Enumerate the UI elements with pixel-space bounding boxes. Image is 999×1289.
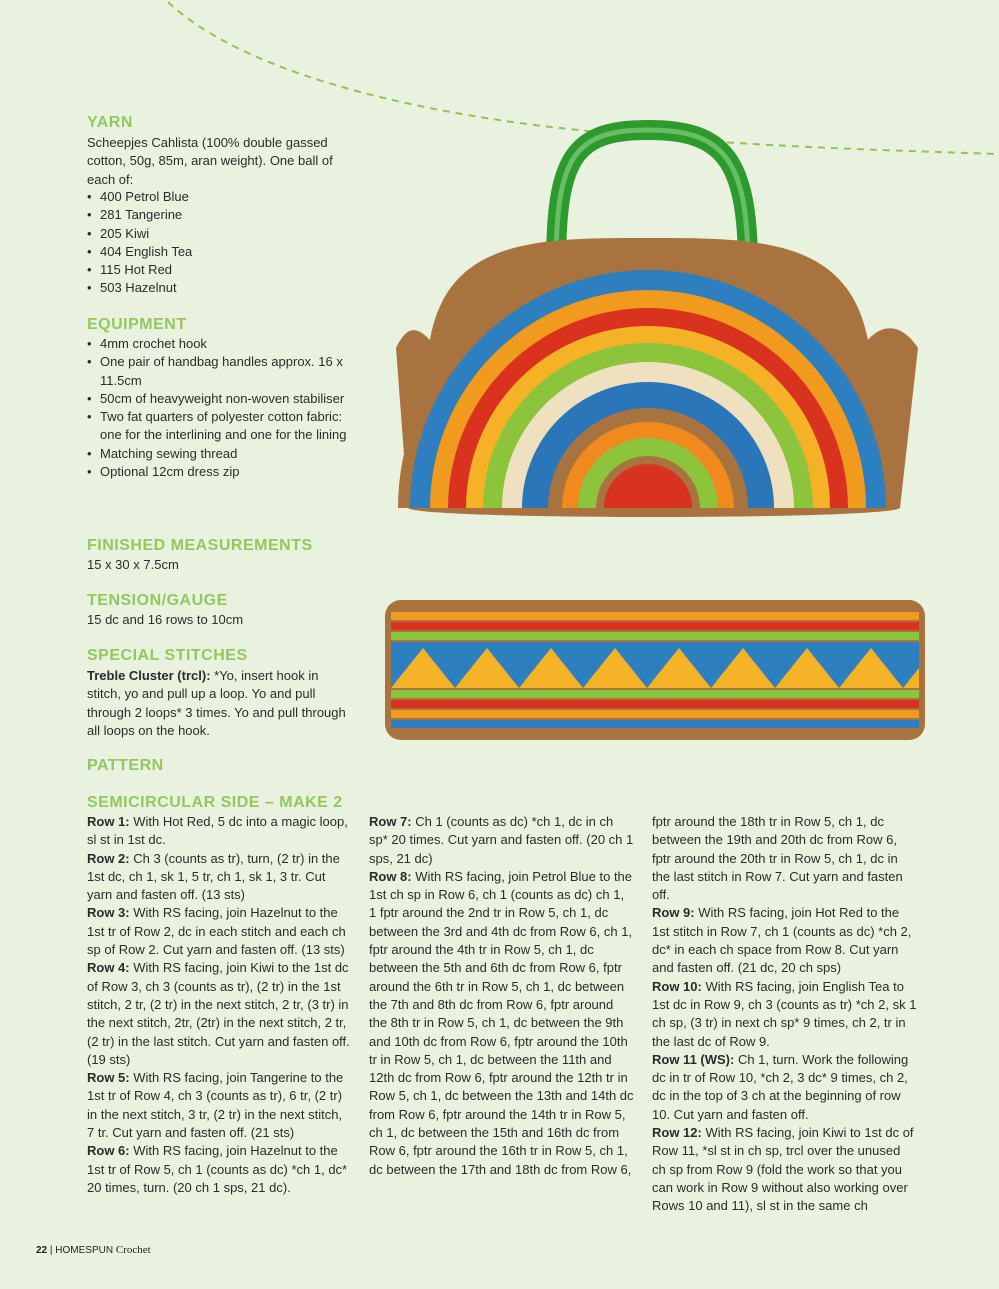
pattern-row: [87, 904, 352, 959]
list-item: • 404 English Tea: [87, 243, 349, 261]
pattern-subheading: SEMICIRCULAR SIDE – MAKE 2: [87, 794, 343, 811]
row-label: Row 1:: [87, 814, 130, 829]
row-label: Row 12:: [652, 1125, 702, 1141]
pattern-row: [87, 959, 352, 1069]
magazine-brand: HOMESPUN: [55, 1245, 114, 1256]
equipment-heading: EQUIPMENT: [87, 316, 187, 333]
pattern-row: [87, 1069, 352, 1142]
page-number: 22: [36, 1245, 48, 1256]
yarn-heading: YARN: [87, 114, 133, 131]
row-text: With RS facing, join Hot Red to the 1st stitch in Row 7, ch 1 (counts as dc) *ch 2, dc* in each ch space from Row 8. Cut yarn and fasten off. (21 dc, 20 ch sps): [652, 905, 912, 976]
pattern-row: [652, 978, 917, 1051]
tension-heading: TENSION/GAUGE: [87, 592, 228, 609]
page-footer: [36, 1244, 151, 1256]
pattern-row: [369, 868, 634, 1179]
pattern-row: [87, 1142, 352, 1197]
row-label: Row 6:: [87, 1143, 130, 1159]
list-item: • 503 Hazelnut: [87, 279, 349, 297]
row-label: Row 10:: [652, 978, 702, 994]
row-text: With RS facing, join Kiwi to 1st dc of Row 11, *sl st in ch sp, trcl over the unused ch sp from Row 9 (fold the work so that you can work in Row 9 without also working over Rows 10 and 11), sl st in the same ch: [652, 1125, 914, 1214]
row-text: With RS facing, join Hazelnut to the 1st tr of Row 2, dc in each stitch and each ch sp of Row 2. Cut yarn and fasten off. (13 sts): [87, 905, 346, 958]
pattern-row: [369, 813, 634, 868]
list-item: • Two fat quarters of polyester cotton fabric: one for the interlining and one for the lining: [87, 408, 349, 445]
crochet-bag-base-photo: [383, 598, 929, 744]
crochet-bag-photo: [378, 118, 930, 528]
row-label: Row 7:: [369, 814, 412, 829]
finished-heading: FINISHED MEASUREMENTS: [87, 537, 313, 554]
list-item: • One pair of handbag handles approx. 16 x 11.5cm: [87, 353, 349, 390]
row-label: Row 5:: [87, 1070, 130, 1086]
row-label: Row 4:: [87, 960, 130, 976]
pattern-column-2: [369, 813, 634, 1179]
pattern-row: [87, 813, 352, 850]
list-item: • 4mm crochet hook: [87, 335, 349, 353]
special-stitches-heading: SPECIAL STITCHES: [87, 647, 248, 664]
stitch-term: Treble Cluster (trcl):: [87, 668, 211, 683]
pattern-row: [87, 850, 352, 905]
list-item: • 205 Kiwi: [87, 225, 349, 243]
stitch-description: *Yo, insert hook in stitch, yo and pull up a loop. Yo and pull through 2 loops* 3 times. Yo and pull through all loops on the hook.: [87, 668, 346, 738]
row-label: Row 11 (WS):: [652, 1051, 735, 1067]
yarn-list: [87, 188, 349, 298]
yarn-text: Scheepjes Cahlista (100% double gassed cotton, 50g, 85m, aran weight). One ball of each of:: [87, 135, 333, 187]
row-text: Ch 1, turn. Work the following dc in tr of Row 10, *ch 2, 3 dc* 9 times, ch 2, dc in the top of 3 ch at the beginning of row 10. Cut yarn and fasten off.: [652, 1051, 909, 1122]
row-label: Row 2:: [87, 850, 130, 866]
list-item: • Matching sewing thread: [87, 445, 349, 463]
row-text: With RS facing, join Tangerine to the 1st tr of Row 4, ch 3 (counts as tr), 6 tr, (2 tr) in the next stitch, 3 tr, (2 tr) in the next stitch, 7 tr. Cut yarn and fasten off. (21 sts): [87, 1070, 344, 1141]
finished-text: 15 x 30 x 7.5cm: [87, 557, 179, 572]
tension-text: 15 dc and 16 rows to 10cm: [87, 612, 244, 627]
list-item: • 281 Tangerine: [87, 206, 349, 224]
row-text: Ch 3 (counts as tr), turn, (2 tr) in the 1st dc, ch 1, sk 1, 5 tr, ch 1, sk 1, 3 tr. Cut yarn and fasten off. (13 sts): [87, 850, 340, 903]
row-label: Row 8:: [369, 868, 412, 884]
row-text: Ch 1 (counts as dc) *ch 1, dc in ch sp* 20 times. Cut yarn and fasten off. (20 ch 1 sps, 21 dc): [369, 814, 634, 866]
equipment-list: [87, 335, 349, 481]
list-item: • 50cm of heavyweight non-woven stabiliser: [87, 390, 349, 408]
pattern-row: [652, 1124, 917, 1215]
pattern-row: [652, 813, 917, 904]
footer-separator: |: [49, 1245, 53, 1256]
row-text: fptr around the 18th tr in Row 5, ch 1, dc between the 19th and 20th dc from Row 6, fptr around the 20th tr in Row 5, ch 1, dc in the last stitch in Row 7. Cut yarn and fasten off.: [652, 814, 903, 903]
list-item: • 400 Petrol Blue: [87, 188, 349, 206]
pattern-column-1: [87, 813, 352, 1197]
pattern-column-3: [652, 813, 917, 1216]
pattern-row: [652, 1051, 917, 1124]
pattern-heading: PATTERN: [87, 757, 164, 774]
special-stitches-text: [87, 667, 349, 740]
pattern-row: [652, 904, 917, 977]
magazine-title: Crochet: [115, 1244, 151, 1256]
list-item: • Optional 12cm dress zip: [87, 463, 349, 481]
row-text: With RS facing, join English Tea to 1st dc in Row 9, ch 3 (counts as tr) *ch 2, sk 1 ch sp, (3 tr) in next ch sp* 9 times, ch 2, tr in the last dc of Row 9.: [652, 978, 917, 1049]
row-text: With RS facing, join Kiwi to the 1st dc of Row 3, ch 3 (counts as tr), (2 tr) in the 1st stitch, 2 tr, (2 tr) in the next stitch, 2 tr, (3 tr) in the next stitch, 2tr, (2tr) in the next stitch, 2 tr, (2 tr) in the last stitch. Cut yarn and fasten off. (19 sts): [87, 960, 350, 1067]
row-label: Row 9:: [652, 905, 695, 921]
row-text: With RS facing, join Hazelnut to the 1st tr of Row 5, ch 1 (counts as dc) *ch 1, dc* 20 times, turn. (20 ch 1 sps, 21 dc).: [87, 1143, 348, 1195]
list-item: • 115 Hot Red: [87, 261, 349, 279]
row-text: With RS facing, join Petrol Blue to the 1st ch sp in Row 6, ch 1 (counts as dc) ch 1, 1 fptr around the 2nd tr in Row 5, ch 1, dc between the 3rd and 4th dc from Row 6, ch 1, fptr around the 4th tr in Row 5, ch 1, dc between the 5th and 6th dc from Row 6, fptr around the 6th tr in Row 5, ch 1, dc between the 7th and 8th dc from Row 6, fptr around the 8th tr in Row 5, ch 1, dc between the 9th and 10th dc from Row 6, fptr around the 10th tr in Row 5, ch 1, dc between the 11th and 12th dc from Row 6, fptr around the 12th tr in Row 5, ch 1, dc between the 13th and 14th dc from Row 6, fptr around the 14th tr in Row 5, ch 1, dc between the 15th and 16th dc from Row 6, fptr around the 16th tr in Row 5, ch 1, dc between the 17th and 18th dc from Row 6,: [369, 868, 634, 1177]
row-label: Row 3:: [87, 905, 130, 921]
row-text: With Hot Red, 5 dc into a magic loop, sl st in 1st dc.: [87, 814, 348, 848]
